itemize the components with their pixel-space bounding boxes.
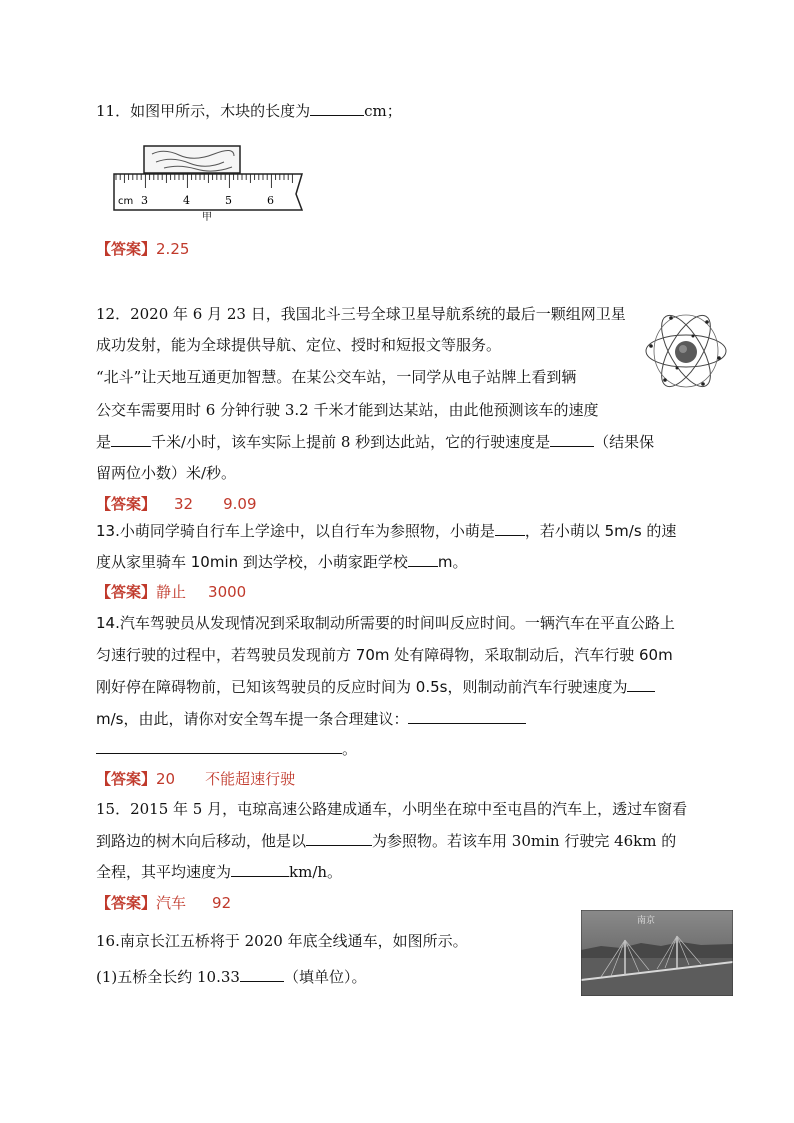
q11-text xyxy=(96,101,402,121)
ruler-caption: 甲 xyxy=(202,212,212,222)
q15-answer-tag: 【答案】 xyxy=(96,894,157,912)
q16-line-2-a: (1)五桥全长约 10.33 xyxy=(96,968,240,986)
q15-line-2-b: 为参照物。若该车用 30min 行驶完 46km 的 xyxy=(372,832,677,850)
q16-line-2 xyxy=(96,967,366,987)
q14-answer-1: 20 xyxy=(156,770,176,788)
q14-line-2: 匀速行驶的过程中，若驾驶员发现前方 70m 处有障碍物，采取制动后，汽车行驶 60m xyxy=(96,646,673,664)
q11-answer xyxy=(96,239,189,259)
q13-answer-tag: 【答案】 xyxy=(96,583,157,601)
q13-answer xyxy=(96,582,246,602)
q12-line-2: 成功发射，能为全球提供导航、定位、授时和短报文等服务。 xyxy=(96,336,502,354)
photo-caption: 南京 xyxy=(637,916,656,926)
q14-line-4 xyxy=(96,709,526,729)
ruler-unit: cm xyxy=(118,196,134,207)
satellite-orbit-figure xyxy=(641,306,731,396)
q13-line-1-a: 13.小萌同学骑自行车上学途中，以自行车为参照物，小萌是 xyxy=(96,522,495,540)
q12-blank-1[interactable] xyxy=(111,432,151,447)
ruler-tick-3: 3 xyxy=(141,194,148,207)
q15-line-3 xyxy=(96,862,342,882)
q12-line-5-b: 千米/小时，该车实际上提前 8 秒到达此站，它的行驶速度是 xyxy=(151,433,551,451)
q15-blank-1[interactable] xyxy=(306,831,372,846)
q13-line-1-b: ，若小萌以 5m/s 的速 xyxy=(524,522,677,540)
q13-blank-1[interactable] xyxy=(495,521,525,536)
q14-line-5-end: 。 xyxy=(342,740,358,758)
q15-line-3-b: km/h。 xyxy=(289,863,343,881)
q15-blank-2[interactable] xyxy=(231,862,289,877)
q12-answer-2: 9.09 xyxy=(223,495,257,513)
q13-line-2-b: m。 xyxy=(437,553,468,571)
q11-answer-value: 2.25 xyxy=(156,240,190,258)
q15-answer-1: 汽车 xyxy=(156,894,187,912)
q14-line-1: 14.汽车驾驶员从发现情况到采取制动所需要的时间叫反应时间。一辆汽车在平直公路上 xyxy=(96,614,675,632)
q14-answer-2: 不能超速行驶 xyxy=(205,770,296,788)
ruler-tick-6: 6 xyxy=(267,194,274,207)
q12-answer-tag: 【答案】 xyxy=(96,495,157,513)
q14-line-5 xyxy=(96,739,357,759)
q14-blank-2[interactable] xyxy=(408,709,526,724)
q11-answer-tag: 【答案】 xyxy=(96,240,157,258)
q14-answer xyxy=(96,769,295,789)
q15-line-2-a: 到路边的树木向后移动，他是以 xyxy=(96,832,307,850)
q15-answer xyxy=(96,893,231,913)
q15-line-1: 15．2015 年 5 月，屯琼高速公路建成通车，小明坐在琼中至屯昌的汽车上，透过车窗看 xyxy=(96,800,688,818)
q15-answer-2: 92 xyxy=(212,894,232,912)
q13-line-2-a: 度从家里骑车 10min 到达学校，小萌家距学校 xyxy=(96,553,408,571)
q12-line-4: 公交车需要用时 6 分钟行驶 3.2 千米才能到达某站，由此他预测该车的速度 xyxy=(96,401,599,419)
q12-blank-2[interactable] xyxy=(550,432,594,447)
earth-icon xyxy=(675,341,697,363)
ruler-tick-4: 4 xyxy=(183,194,190,207)
q16-line-1: 16.南京长江五桥将于 2020 年底全线通车，如图所示。 xyxy=(96,932,468,950)
q11-text-post: cm； xyxy=(364,102,402,120)
q12-line-5-a: 是 xyxy=(96,433,112,451)
q12-line-5-c: （结果保 xyxy=(594,433,655,451)
ruler-figure xyxy=(104,132,314,222)
q12-line-3: “北斗”让天地互通更加智慧。在某公交车站，一同学从电子站牌上看到辆 xyxy=(96,368,577,386)
q11-blank[interactable] xyxy=(310,101,364,116)
q14-line-3-a: 刚好停在障碍物前，已知该驾驶员的反应时间为 0.5s，则制动前汽车行驶速度为 xyxy=(96,678,628,696)
q14-line-4-a: m/s，由此，请你对安全驾车提一条合理建议： xyxy=(96,710,409,728)
q12-line-1: 12．2020 年 6 月 23 日，我国北斗三号全球卫星导航系统的最后一颗组网卫星 xyxy=(96,305,626,323)
q14-blank-3[interactable] xyxy=(96,739,342,754)
q12-answer xyxy=(96,494,257,514)
q12-line-6: 留两位小数）米/秒。 xyxy=(96,464,237,482)
q13-line-2 xyxy=(96,552,468,572)
q11-text-pre: 11．如图甲所示，木块的长度为 xyxy=(96,102,311,120)
q14-blank-1[interactable] xyxy=(627,677,655,692)
q13-line-1 xyxy=(96,521,676,541)
q15-line-3-a: 全程，其平均速度为 xyxy=(96,863,232,881)
ruler-tick-5: 5 xyxy=(225,194,232,207)
q13-answer-1: 静止 xyxy=(156,583,187,601)
bridge-photo xyxy=(581,910,733,996)
q14-answer-tag: 【答案】 xyxy=(96,770,157,788)
q12-line-5 xyxy=(96,432,654,452)
q16-blank-1[interactable] xyxy=(240,967,284,982)
q13-answer-2: 3000 xyxy=(208,583,247,601)
q15-line-2 xyxy=(96,831,676,851)
q12-answer-1: 32 xyxy=(174,495,194,513)
q16-line-2-b: （填单位）。 xyxy=(283,968,367,986)
q14-line-3 xyxy=(96,677,655,697)
q13-blank-2[interactable] xyxy=(408,552,438,567)
